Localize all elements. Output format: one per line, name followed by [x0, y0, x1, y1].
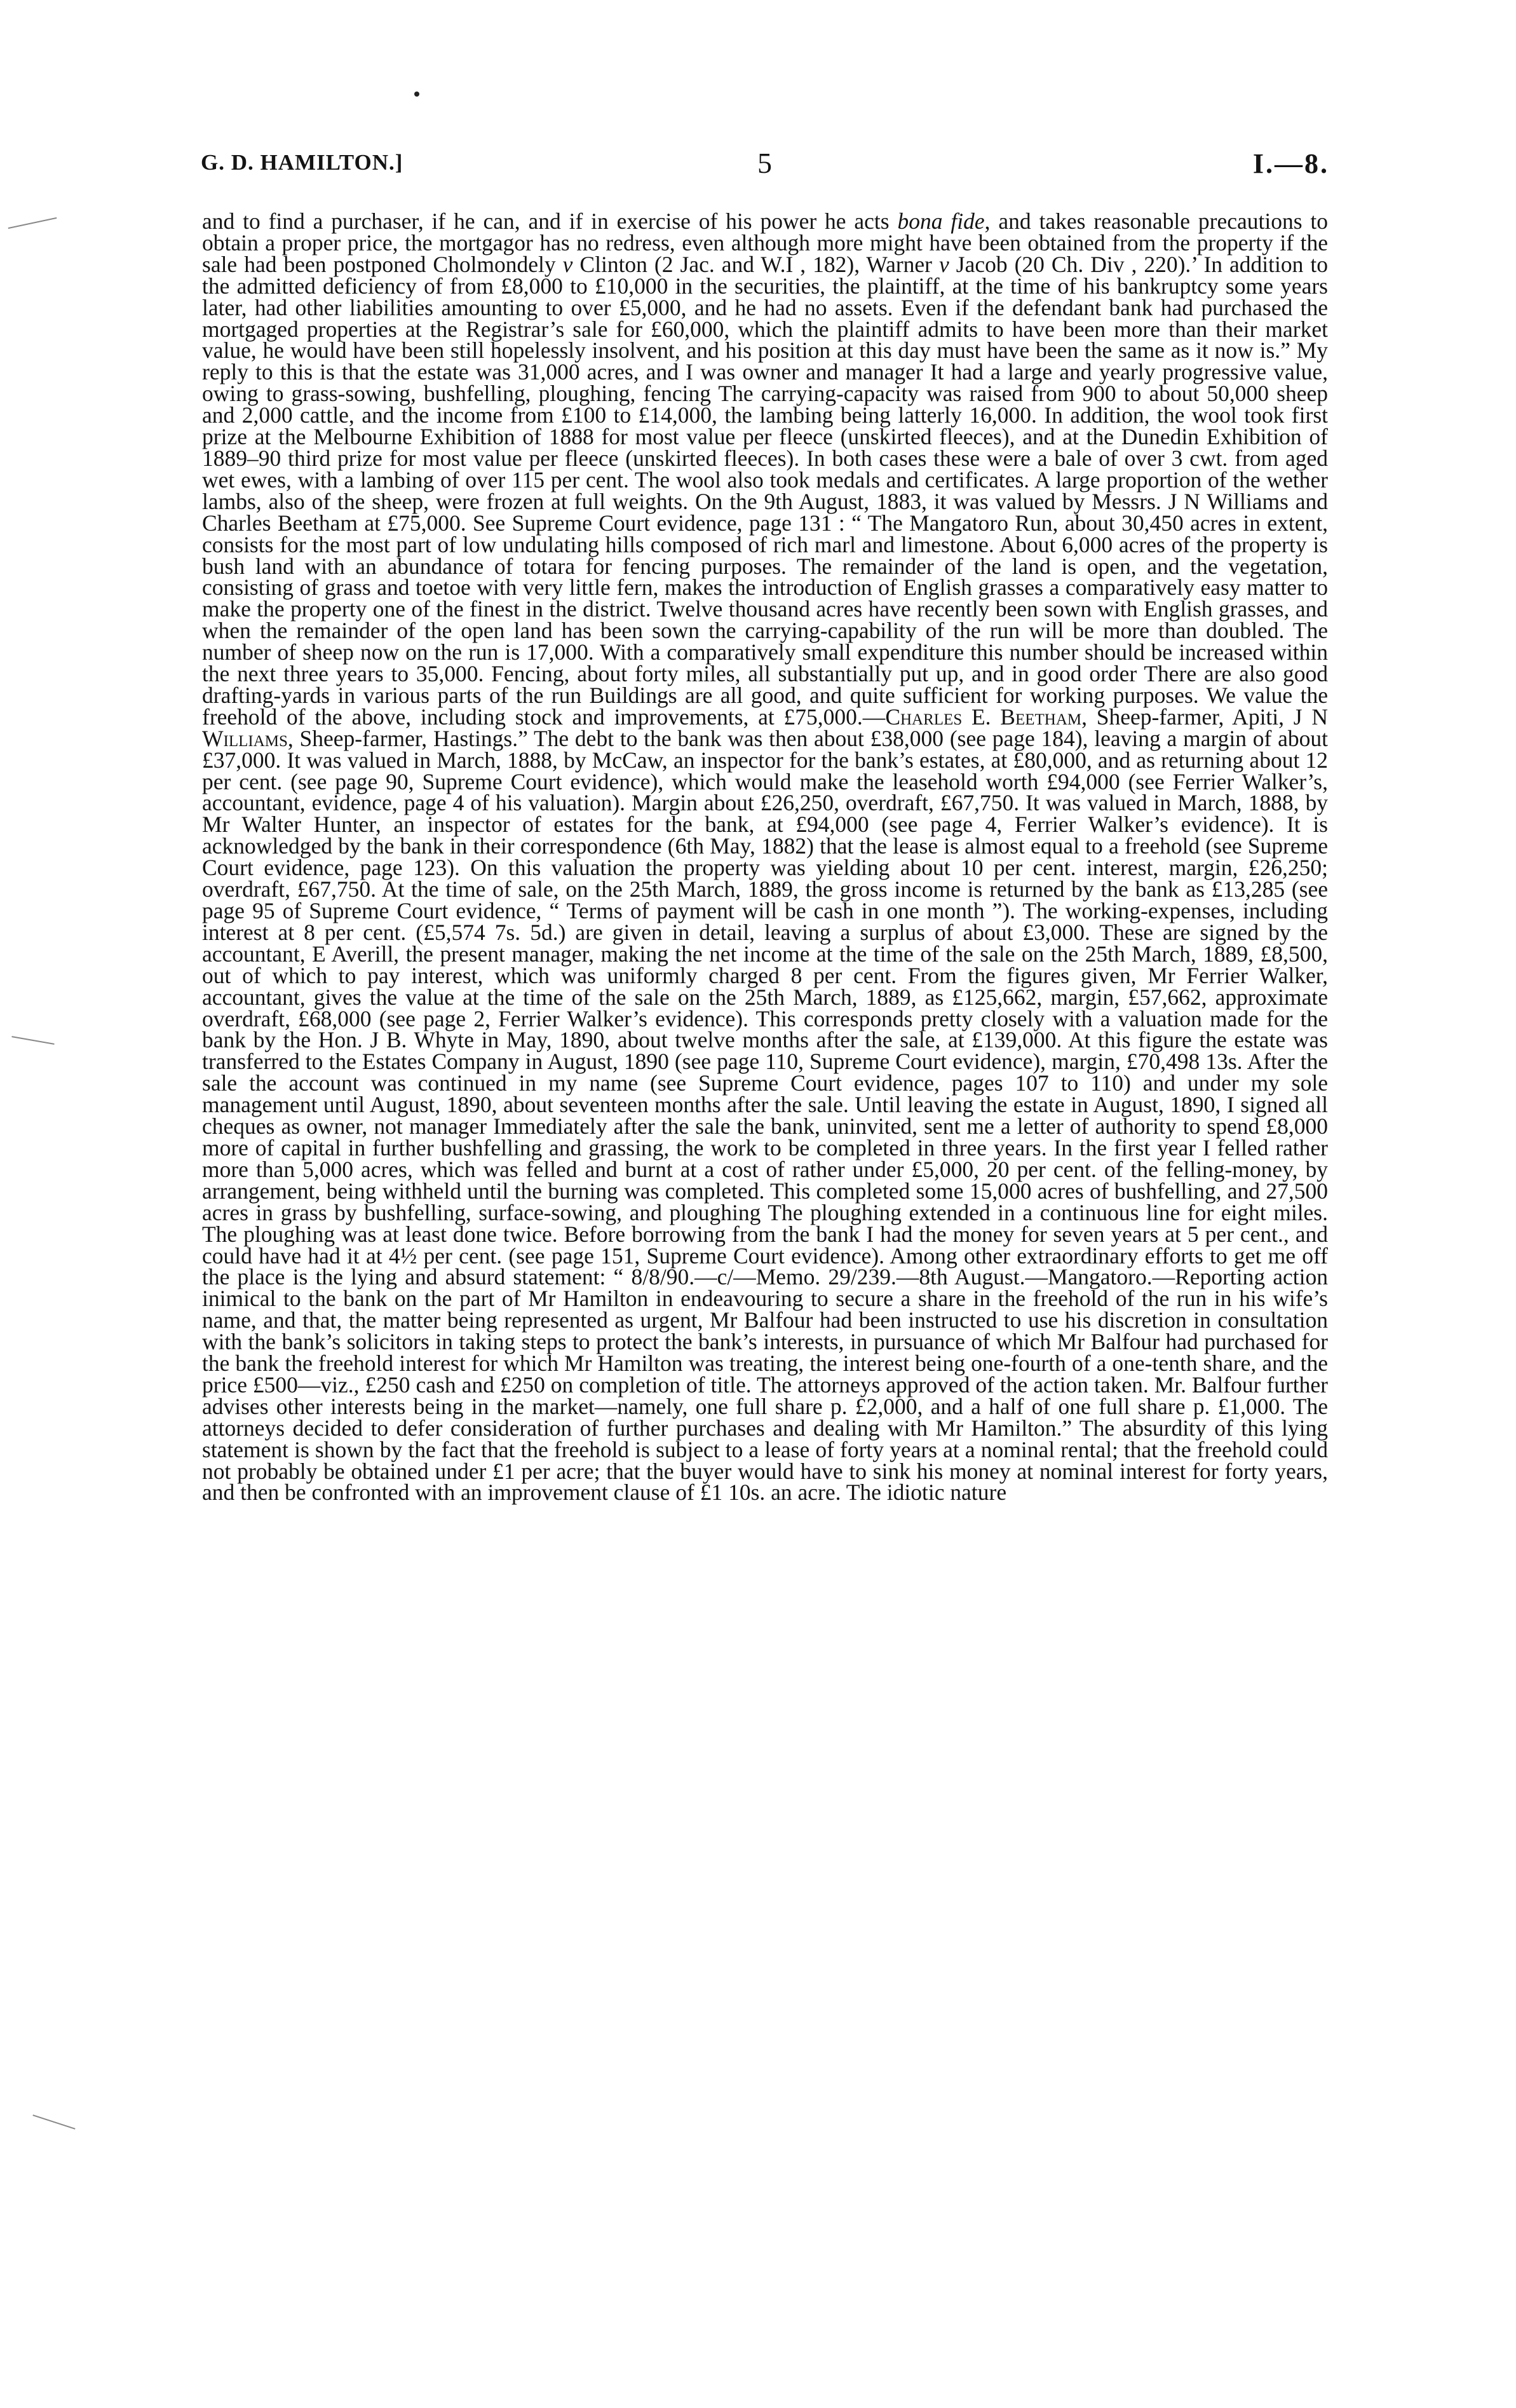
- text-run: , Sheep-farmer, Apiti, J N: [1081, 704, 1329, 730]
- margin-mark: [8, 217, 57, 229]
- header-reference: I.—8.: [1252, 148, 1329, 179]
- text-run: Clinton (2 Jac. and W.I , 182), Warner: [572, 251, 940, 277]
- signatory-name: Charles E. Beetham: [885, 704, 1082, 730]
- running-head: [201, 147, 1329, 188]
- text-run: and to find a purchaser, if he can, and if in exercise of his power he acts: [202, 208, 898, 234]
- margin-mark: [32, 2114, 75, 2130]
- italic-term: bona fide: [897, 208, 985, 234]
- page-number: 5: [757, 147, 773, 179]
- text-run: , Sheep-farmer, Hastings.” The debt to the bank was then about £38,000 (see page 184), leaving a margin of about £37,000. It was valued in March, 1888, by McCaw, an inspector for the bank’s estates, at £80,000, and as returning about 12 per cent. (see page 90, Supreme Court evidence), which would make the leasehold worth £94,000 (see Ferrier Walker’s, accountant, evidence, page 4 of his valuation). Margin about £26,250, overdraft, £67,750. It was valued in March, 1888, by Mr Walter Hunter, an inspector of estates for the bank, at £94,000 (see page 4, Ferrier Walker’s evidence). It is acknowledged by the bank in their correspondence (6th May, 1882) that the lease is almost equal to a freehold (see Supreme Court evidence, page 123). On this valuation the property was yielding about 10 per cent. interest, margin, £26,250; overdraft, £67,750. At the time of sale, on the 25th March, 1889, the gross income is returned by the bank as £13,285 (see page 95 of Supreme Court evidence, “ Terms of payment will be cash in one month ”). The working-expenses, including interest at 8 per cent. (£5,574 7s. 5d.) are given in detail, leaving a surplus of about £3,000. These are signed by the accountant, E Averill, the present manager, making the net income at the time of the sale on the 25th March, 1889, £8,500, out of which to pay interest, which was uniformly charged 8 per cent. From the figures given, Mr Ferrier Walker, accountant, gives the value at the time of the sale on the 25th March, 1889, as £125,662, margin, £57,662, approximate overdraft, £68,000 (see page 2, Ferrier Walker’s evidence). This corresponds pretty closely with a valuation made for the bank by the Hon. J B. Whyte in May, 1890, about twelve months after the sale, at £139,000. At this figure the estate was transferred to the Estates Company in August, 1890 (see page 110, Supreme Court evidence), margin, £70,498 13s. After the sale the account was continued in my name (see Supreme Court evidence, pages 107 to 110) and under my sole management until August, 1890, about seventeen months after the sale. Until leaving the estate in August, 1890, I signed all cheques as owner, not manager Immediately after the sale the bank, uninvited, sent me a letter of authority to spend £8,000 more of capital in further bushfelling and grassing, the work to be completed in three years. In the first year I felled rather more than 5,000 acres, which was felled and burnt at a cost of rather under £5,000, 20 per cent. of the felling-money, by arrangement, being withheld until the burning was completed. This completed some 15,000 acres of bushfelling, and 27,500 acres in grass by bushfelling, surface-sowing, and ploughing The ploughing extended in a continuous line for eight miles. The ploughing was at least done twice. Before borrowing from the bank I had the money for seven years at 5 per cent., and could have had it at 4½ per cent. (see page 151, Supreme Court evidence). Among other extraordinary efforts to get me off the place is the lying and absurd statement: “ 8/8/90.—c/—Memo. 29/239.—8th August.—Mangatoro.—Reporting action inimical to the bank on the part of Mr Hamilton in endeavouring to secure a share in the freehold of the run in his wife’s name, and that, the matter being represented as urgent, Mr Balfour had been instructed to use his discretion in consultation with the bank’s solicitors in taking steps to protect the bank’s interests, in pursuance of which Mr Balfour had purchased for the bank the freehold interest for which Mr Hamilton was treating, the interest being one-fourth of a one-tenth share, and the price £500—viz., £250 cash and £250 on completion of title. The attorneys approved of the action taken. Mr. Balfour further advises other interests being in the market—namely, one full share p. £2,000, and a half of one full share p. £1,000. The attorneys decided to defer consideration of further purchases and dealing with Mr Hamilton.” The absurdity of this lying statement is shown by the fact that the freehold is subject to a lease of forty years at a nominal rental; that the freehold could not probably be obtained under £1 per acre; that the buyer would have to sink his money at nominal interest for forty years, and then be confronted with an improvement clause of £1 10s. an acre. The idiotic nature: [202, 725, 1328, 1506]
- margin-mark: [11, 1036, 54, 1045]
- header-author: G. D. HAMILTON.]: [201, 150, 403, 175]
- ink-spot: [414, 92, 419, 97]
- text-run: Jacob (20 Ch. Div , 220).’ In addition to the admitted deficiency of from £8,000 to £10,000 in the securities, the plaintiff, at the time of his bankruptcy some years later, had other liabilities amounting to over £5,000, and he had no assets. Even if the defendant bank had purchased the mortgaged properties at the Registrar’s sale for £60,000, which the plaintiff admits to have been more than their market value, he would have been still hopelessly insolvent, and his position at this day must have been the same as it now is.” My reply to this is that the estate was 31,000 acres, and I was owner and manager It had a large and yearly progressive value, owing to grass-sowing, bushfelling, ploughing, fencing The carrying-capacity was raised from 900 to about 50,000 sheep and 2,000 cattle, and the income from £100 to £14,000, the lambing being latterly 16,000. In addition, the wool took first prize at the Melbourne Exhibition of 1888 for most value per fleece (unskirted fleeces), and at the Dunedin Exhibition of 1889–90 third prize for most value per fleece (unskirted fleeces). In both cases these were a bale of over 3 cwt. from aged wet ewes, with a lambing of over 115 per cent. The wool also took medals and certificates. A large proportion of the wether lambs, also of the sheep, were frozen at full weights. On the 9th August, 1883, it was valued by Messrs. J N Williams and Charles Beetham at £75,000. See Supreme Court evidence, page 131 : “ The Mangatoro Run, about 30,450 acres in extent, consists for the most part of low undulating hills composed of rich marl and limestone. About 6,000 acres of the property is bush land with an abundance of totara for fencing purposes. The remainder of the land is open, and the vegetation, consisting of grass and toetoe with very little fern, makes the introduction of English grasses a comparatively easy matter to make the property one of the finest in the district. Twelve thousand acres have recently been sown with English grasses, and when the remainder of the open land has been sown the carrying-capability of the run will be more than doubled. The number of sheep now on the run is 17,000. With a comparatively small expenditure this number should be increased within the next three years to 35,000. Fencing, about forty miles, all substantially put up, and in good order There are also good drafting-yards in various parts of the run Buildings are all good, and quite sufficient for working purposes. We value the freehold of the above, including stock and improvements, at £75,000.—: [202, 251, 1328, 730]
- body-paragraph: [202, 208, 1329, 1506]
- italic-term: v: [939, 251, 949, 277]
- italic-term: v: [562, 251, 573, 277]
- body-text: [202, 208, 1329, 1506]
- text-run: , and takes reasonable precautions to obtain a proper price, the mortgagor has no redress, even although more might have been obtained from the property if the sale had been postponed Cholmondely: [202, 208, 1328, 277]
- signatory-name: Williams: [202, 725, 288, 751]
